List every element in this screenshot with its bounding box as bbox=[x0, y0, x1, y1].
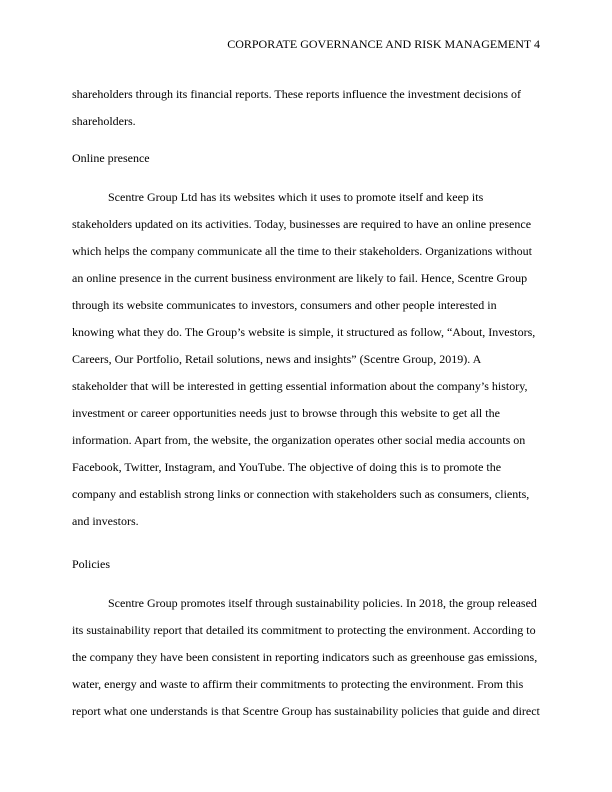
body-text-line: information. Apart from, the website, the organization operates other social media accounts on bbox=[72, 433, 526, 447]
body-text-line: knowing what they do. The Group’s website is simple, it structured as follow, “About, Investors, bbox=[72, 325, 536, 339]
body-text-line: investment or career opportunities needs just to browse through this website to get all the bbox=[72, 406, 500, 420]
section-heading-policies: Policies bbox=[72, 557, 110, 571]
body-text-line: its sustainability report that detailed its commitment to protecting the environment. According to bbox=[72, 623, 536, 637]
body-text-line: Careers, Our Portfolio, Retail solutions, news and insights” (Scentre Group, 2019). A bbox=[72, 352, 482, 366]
body-text-line: which helps the company communicate all the time to their stakeholders. Organizations without bbox=[72, 244, 532, 258]
body-text-line: stakeholder that will be interested in getting essential information about the company’s history, bbox=[72, 379, 528, 393]
body-text-line: the company they have been consistent in reporting indicators such as greenhouse gas emissions, bbox=[72, 650, 538, 664]
section-heading-online-presence: Online presence bbox=[72, 151, 150, 165]
body-text-line: shareholders. bbox=[72, 114, 136, 128]
body-text-line: stakeholders updated on its activities. Today, businesses are required to have an online presence bbox=[72, 217, 532, 231]
body-text-line: company and establish strong links or connection with stakeholders such as consumers, clients, bbox=[72, 487, 530, 501]
running-head: CORPORATE GOVERNANCE AND RISK MANAGEMENT 4 bbox=[227, 37, 540, 51]
paragraph-first-line: Scentre Group Ltd has its websites which it uses to promote itself and keep its bbox=[108, 190, 484, 204]
body-text-line: through its website communicates to investors, consumers and other people interested in bbox=[72, 298, 497, 312]
body-text-line: and investors. bbox=[72, 514, 139, 528]
body-text-line: water, energy and waste to affirm their commitments to protecting the environment. From this bbox=[72, 677, 524, 691]
paragraph-first-line: Scentre Group promotes itself through sustainability policies. In 2018, the group released bbox=[108, 596, 537, 610]
body-text-line: an online presence in the current business environment are likely to fail. Hence, Scentre Group bbox=[72, 271, 528, 285]
body-text-line: shareholders through its financial reports. These reports influence the investment decisions of bbox=[72, 87, 521, 101]
body-text-line: report what one understands is that Scentre Group has sustainability policies that guide and direct bbox=[72, 704, 540, 718]
body-text-line: Facebook, Twitter, Instagram, and YouTube. The objective of doing this is to promote the bbox=[72, 460, 502, 474]
